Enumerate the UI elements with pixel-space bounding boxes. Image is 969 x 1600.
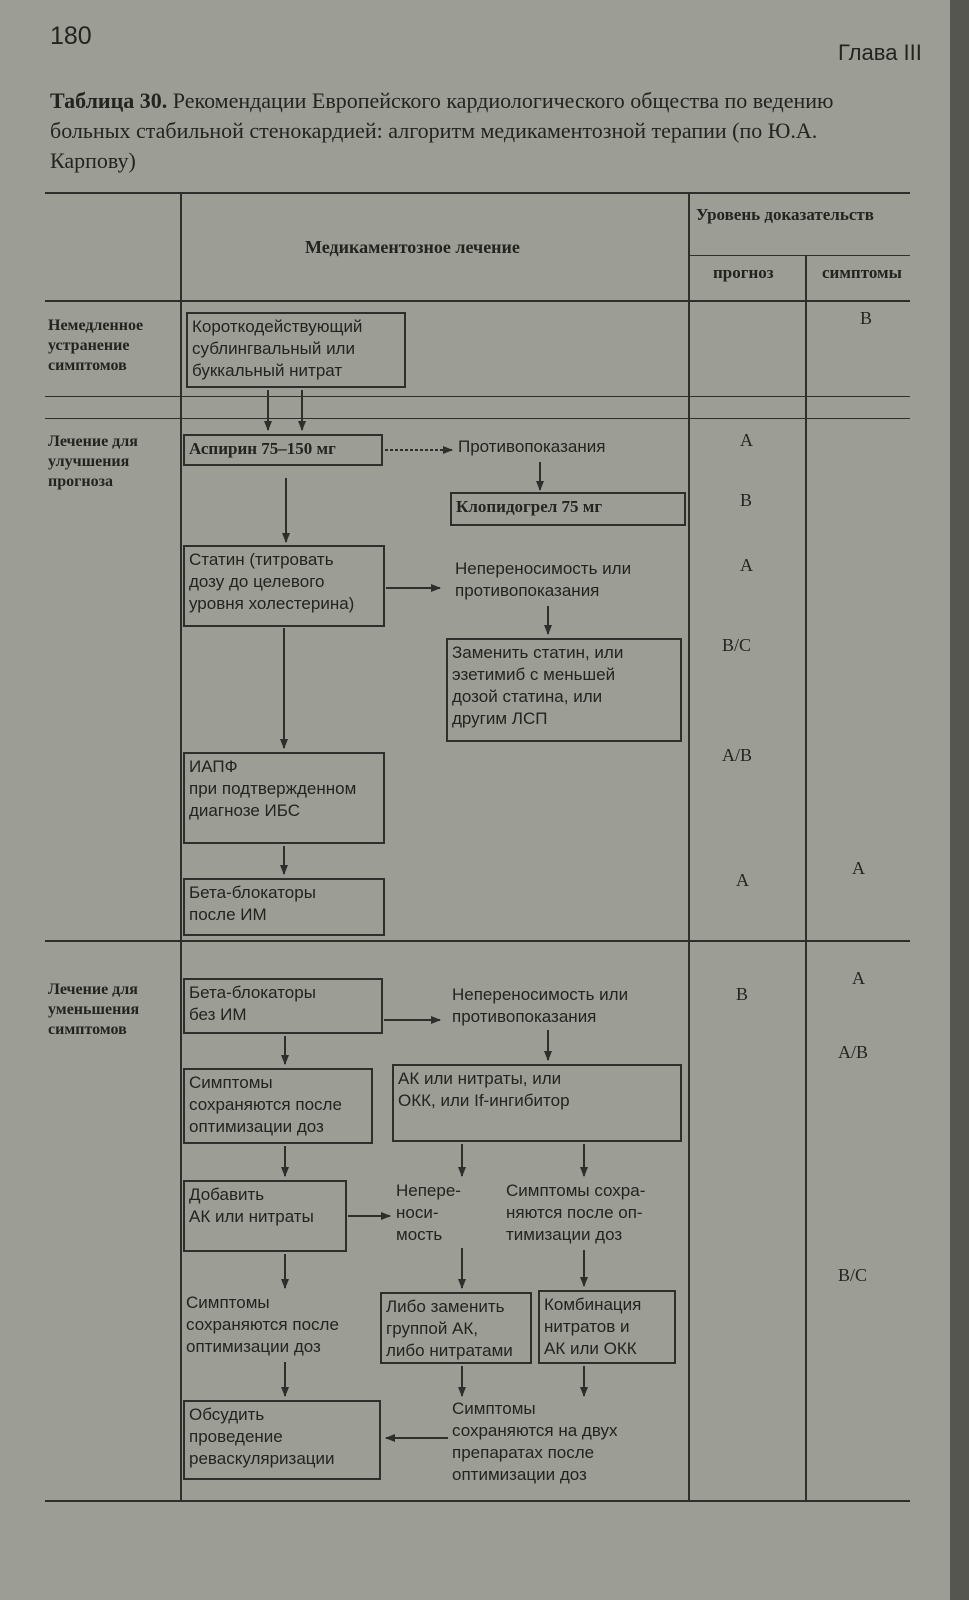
- box-symptoms-persist-1: Симптомы сохраняются после оптимизации доз: [183, 1068, 373, 1144]
- header-prognosis: прогноз: [713, 263, 774, 282]
- level-bb-no-mi-prognosis: B: [736, 984, 749, 1004]
- box-acei: ИАПФ при подтвержденном диагнозе ИБС: [183, 752, 385, 844]
- level-bb-no-mi-symptoms: A: [852, 968, 865, 988]
- header-treatment: Медикаментозное лечение: [305, 237, 520, 257]
- level-statin: A: [740, 555, 753, 575]
- text-contraindications: Противопоказания: [458, 437, 606, 456]
- page-edge-shadow: [950, 0, 969, 1600]
- level-replace-statin: B/C: [722, 635, 752, 655]
- level-aspirin: A: [740, 430, 753, 450]
- level-ak-symptoms: A/B: [838, 1042, 869, 1062]
- page-number: 180: [50, 22, 92, 50]
- text-symptoms-two-drugs: Симптомы сохраняются на двух препаратах после оптимизации доз: [452, 1399, 618, 1484]
- text-intolerance-statin: Непереносимость или противопоказания: [455, 559, 632, 600]
- level-acei: A/B: [722, 745, 753, 765]
- table-label: Таблица 30.: [50, 88, 168, 113]
- box-aspirin: Аспирин 75–150 мг: [183, 434, 383, 466]
- text-intolerance-bb: Непереносимость или противопоказания: [452, 985, 629, 1026]
- box-replace-group: Либо заменить группой АК, либо нитратами: [380, 1292, 532, 1364]
- box-add-ak: Добавить АК или нитраты: [183, 1180, 347, 1252]
- section-prognosis: Лечение для улучшения прогноза: [48, 433, 138, 490]
- box-ak-nitrates: АК или нитраты, или ОКК, или If-ингибитор: [392, 1064, 682, 1142]
- level-clopidogrel: B: [740, 490, 753, 510]
- level-immediate-symptoms: B: [860, 308, 873, 328]
- header-symptoms: симптомы: [822, 263, 902, 282]
- box-revascularization: Обсудить проведение реваскуляризации: [183, 1400, 381, 1480]
- level-bb-after-mi-prognosis: A: [736, 870, 749, 890]
- table-title: Рекомендации Европейского кардиологического общества по ведению больных стабильной стенокардией: алгоритм медикаментозной терапии (по Ю.А. Карпову): [50, 88, 834, 173]
- text-symptoms-persist-2: Симптомы сохра- няются после оп- тимизации доз: [506, 1181, 646, 1244]
- section-immediate: Немедленное устранение симптомов: [48, 317, 144, 374]
- box-statin: Статин (титровать дозу до целевого уровня холестерина): [183, 545, 385, 627]
- chapter-header: Глава III: [838, 40, 922, 65]
- text-symptoms-persist-3: Симптомы сохраняются после оптимизации доз: [186, 1293, 339, 1356]
- box-clopidogrel: Клопидогрел 75 мг: [450, 492, 686, 526]
- text-intolerance-ak: Непере- носи- мость: [396, 1181, 461, 1244]
- box-bb-after-mi: Бета-блокаторы после ИМ: [183, 878, 385, 936]
- box-combination: Комбинация нитратов и АК или ОКК: [538, 1290, 676, 1364]
- level-bb-after-mi-symptoms: A: [852, 858, 865, 878]
- box-bb-no-mi: Бета-блокаторы без ИМ: [183, 978, 383, 1034]
- level-combination-symptoms: B/C: [838, 1265, 868, 1285]
- header-evidence-level: Уровень доказательств: [696, 205, 874, 224]
- section-symptoms: Лечение для уменьшения симптомов: [48, 981, 140, 1038]
- box-nitrate: Короткодействующий сублингвальный или буккальный нитрат: [186, 312, 406, 388]
- box-replace-statin: Заменить статин, или эзетимиб с меньшей дозой статина, или другим ЛСП: [446, 638, 682, 742]
